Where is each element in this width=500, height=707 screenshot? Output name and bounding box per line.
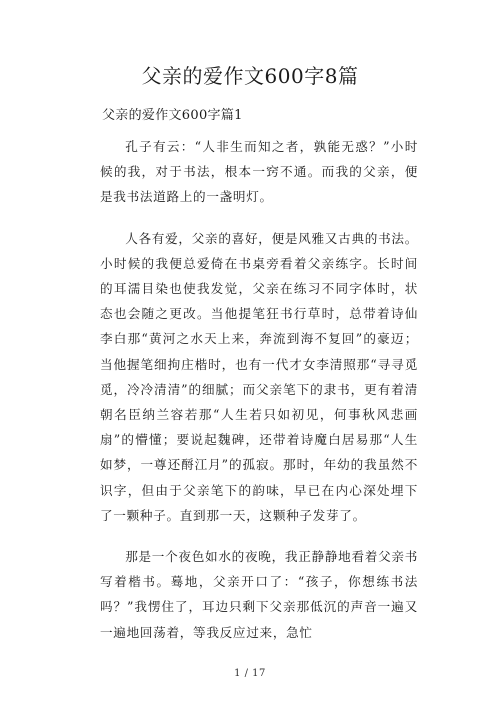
paragraph-1: 孔子有云：“人非生而知之者，孰能无惑？”小时候的我，对于书法，根本一窍不通。而我的父亲，便是我书法道路上的一盏明灯。 — [100, 139, 418, 205]
paragraph-2: 人各有爱，父亲的喜好，便是风雅又古典的书法。小时候的我便总爱倚在书桌旁看着父亲练字。长时间的耳濡目染也使我发觉，父亲在练习不同字体时，状态也会随之更改。当他提笔狂书行草时，总带着诗仙李白那“黄河之水天上来，奔流到海不复回”的豪迈；当他握笔细拘庄楷时，也有一代才女李清照那“寻寻觅觅，冷冷清清”的细腻；而父亲笔下的隶书，更有着清朝名臣纳兰容若那“人生若只如初见，何事秋风悲画扇”的懵懂；要说起魏碑，还带着诗魔白居易那“人生如梦，一尊还酹江月”的孤寂。那时，年幼的我虽然不识字，但由于父亲笔下的韵味，早已在内心深处埋下了一颗种子。直到那一天，这颗种子发芽了。 — [100, 230, 418, 523]
document-title: 父亲的爱作文600字8篇 — [141, 64, 359, 88]
section-subtitle: 父亲的爱作文600字篇1 — [102, 108, 243, 123]
document-body — [100, 134, 418, 661]
page-number: 1 / 17 — [234, 668, 266, 679]
paragraph-3: 那是一个夜色如水的夜晚，我正静静地看着父亲书写着楷书。蓦地，父亲开口了：“孩子，你想练书法吗？”我愣住了，耳边只剩下父亲那低沉的声音一遍又一遍地回荡着，等我反应过来，急忙 — [100, 549, 418, 640]
